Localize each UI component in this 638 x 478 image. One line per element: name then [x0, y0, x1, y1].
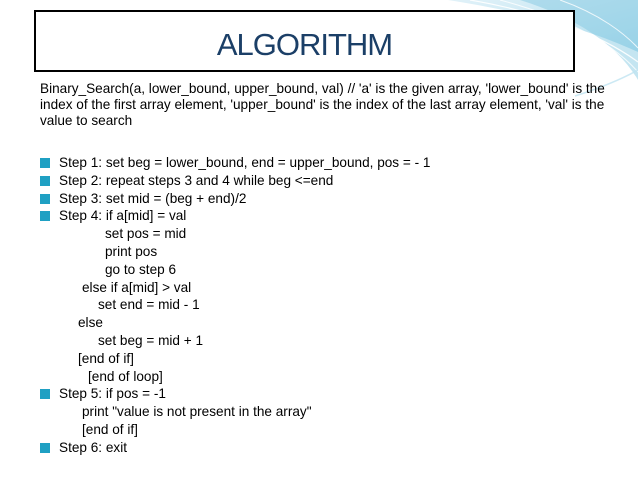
- code-line: [end of loop]: [88, 368, 163, 384]
- square-bullet-icon: [40, 211, 50, 221]
- code-line: print pos: [105, 243, 158, 259]
- algorithm-steps: [40, 154, 630, 457]
- title-box: [34, 10, 575, 72]
- code-line: [end of if]: [78, 350, 134, 366]
- step-line: Step 3: set mid = (beg + end)/2: [40, 190, 630, 208]
- code-line: else if a[mid] > val: [82, 279, 192, 295]
- code-line: set pos = mid: [105, 226, 187, 242]
- square-bullet-icon: [40, 176, 50, 186]
- code-line: [end of if]: [82, 421, 138, 437]
- square-bullet-icon: [40, 389, 50, 399]
- step-line: Step 2: repeat steps 3 and 4 while beg <=end: [40, 172, 630, 190]
- step-line: Step 1: set beg = lower_bound, end = upper_bound, pos = - 1: [40, 154, 630, 172]
- intro-paragraph: Binary_Search(a, lower_bound, upper_bound, val) // 'a' is the given array, 'lower_bound' is the index of the first array element, 'upper_bound' is the index of the last array element, 'val' is the value to search: [40, 81, 605, 128]
- step-line: Step 4: if a[mid] = val: [40, 207, 630, 225]
- code-line: else: [78, 315, 103, 331]
- square-bullet-icon: [40, 194, 50, 204]
- code-line: go to step 6: [105, 261, 177, 277]
- slide-title: ALGORITHM: [216, 27, 393, 62]
- step-line: Step 5: if pos = -1: [40, 385, 630, 403]
- step-line: Step 6: exit: [40, 439, 630, 457]
- code-line: set end = mid - 1: [98, 297, 200, 313]
- square-bullet-icon: [40, 443, 50, 453]
- square-bullet-icon: [40, 158, 50, 168]
- code-line: set beg = mid + 1: [98, 332, 204, 348]
- code-line: print "value is not present in the array": [82, 404, 312, 420]
